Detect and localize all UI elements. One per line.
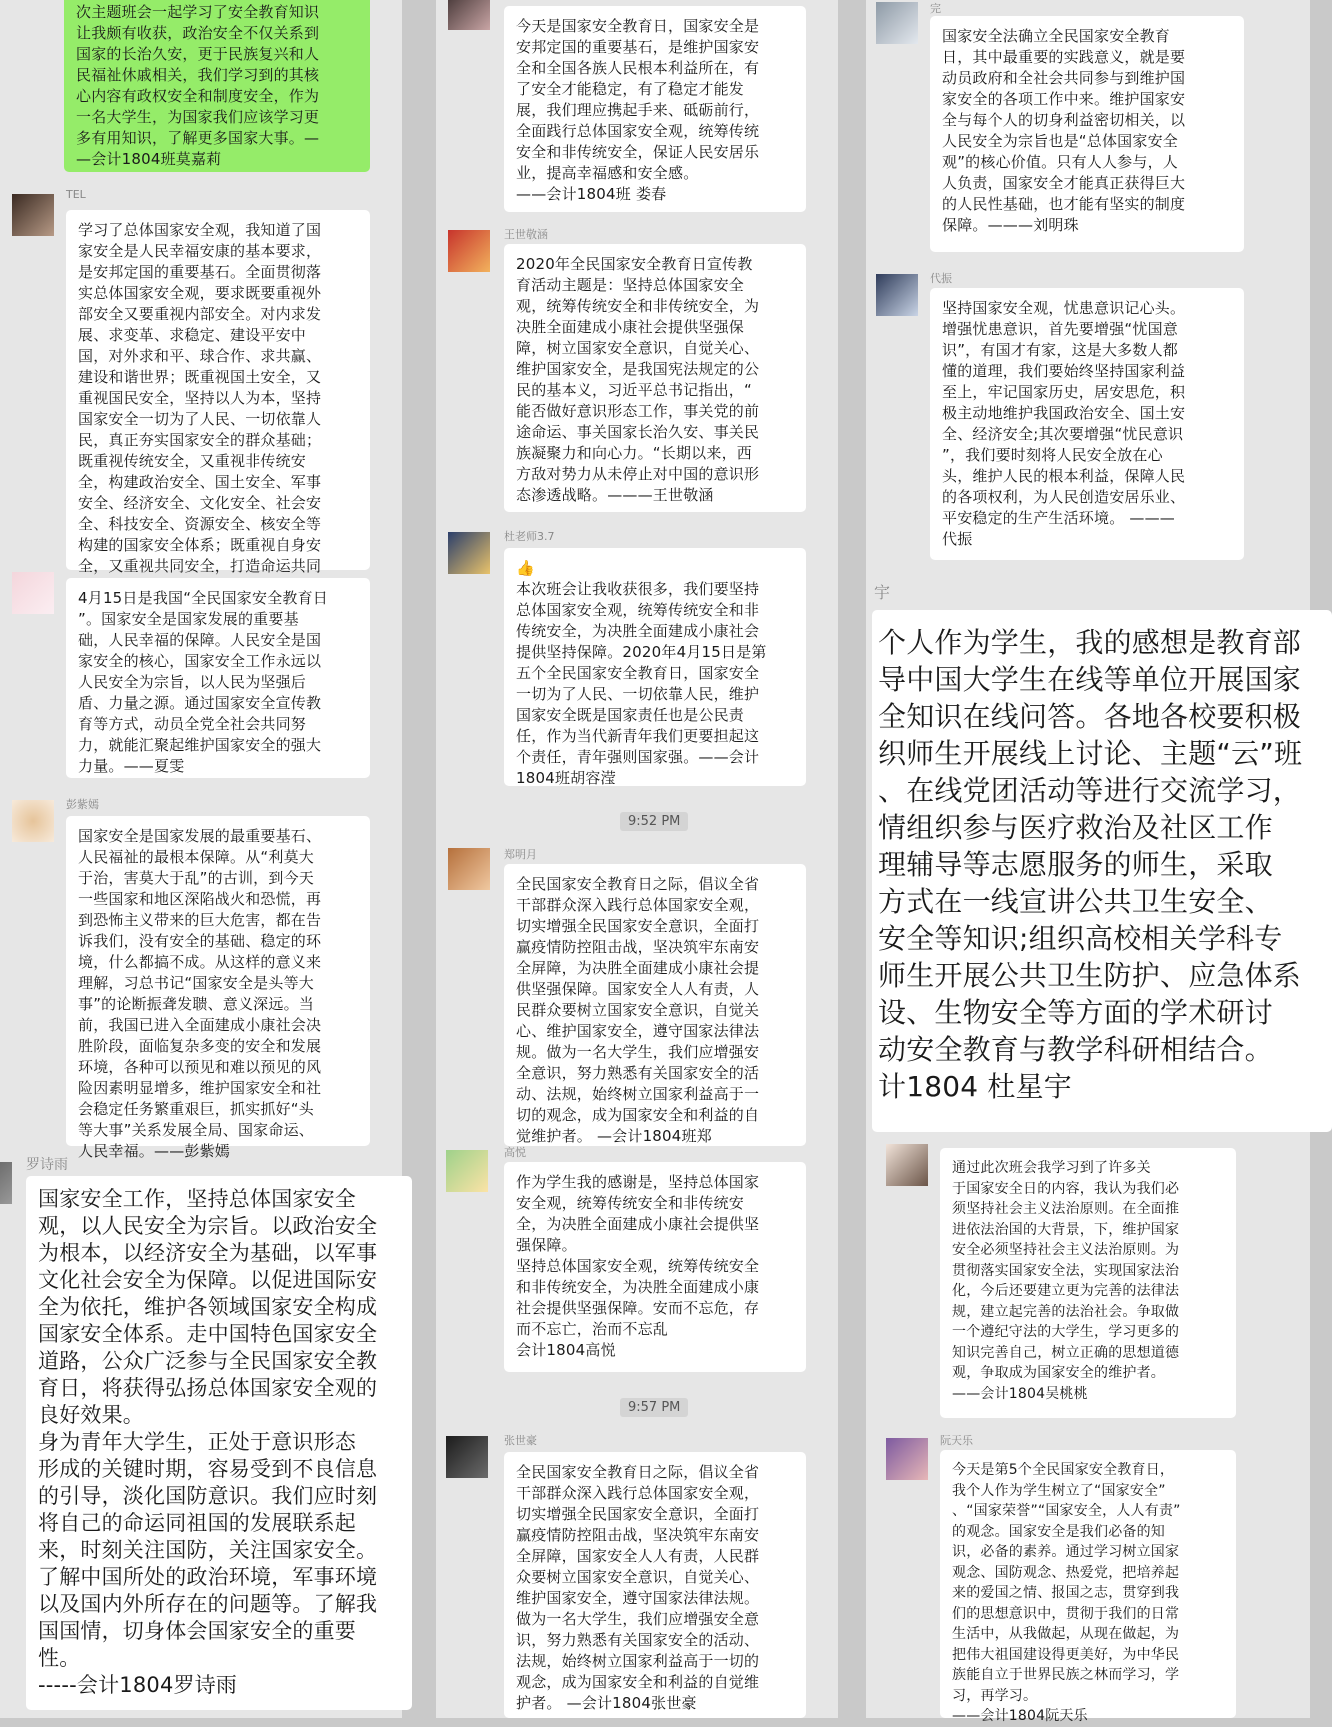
message-bubble[interactable]: 作为学生我的感谢是，坚持总体国家 安全观，统筹传统安全和非传统安 全，为决胜全面建成小康社会提供坚 强保障。 坚持总体国家安全观，统筹传统安全 和非传统安全，为决胜全面建成小康 社会提供坚强保障。安而不忘危，存 而不忘亡，治而不忘乱 会计1804高悦 xyxy=(504,1162,806,1372)
sender-name: 彭紫嫣 xyxy=(66,798,99,811)
message-bubble[interactable]: 全民国家安全教育日之际，倡议全省 干部群众深入践行总体国家安全观， 切实增强全民国家安全意识，全面打 赢疫情防控阻击战，坚决筑牢东南安 全屏障，国家安全人人有责，人民群 众要树立国家安全意识，自觉关心、 维护国家安全，遵守国家法律法规。 做为一名大学生，我们应增强安全意 识，努力熟悉有关国家安全的活动、 法规，始终树立国家利益高于一切的 观念，成为国家安全和利益的自觉维 护者。 —会计1804张世豪 xyxy=(504,1452,806,1718)
chat-column-2 xyxy=(436,0,838,1718)
avatar[interactable] xyxy=(448,0,490,30)
message-bubble[interactable]: 通过此次班会我学习到了许多关 于国家安全日的内容，我认为我们必 须坚持社会主义法治原则。在全面推 进依法治国的大背景，下，维护国家 安全必须坚持社会主义法治原则。为 贯彻落实国家安全法，实现国家法治 化，今后还要建立更为完善的法律法 规，建立起完善的法治社会。争取做 一个遵纪守法的大学生，学习更多的 知识完善自己，树立正确的思想道德 观，争取成为国家安全的维护者。 ——会计1804吴桃桃 xyxy=(940,1148,1236,1418)
avatar[interactable] xyxy=(12,194,54,236)
avatar[interactable] xyxy=(448,532,490,574)
message-bubble[interactable]: 👍 本次班会让我收获很多，我们要坚持 总体国家安全观，统筹传统安全和非 传统安全，为决胜全面建成小康社会 提供坚持保障。2020年4月15日是第 五个全民国家安全教育日，国家安全 一切为了人民、一切依靠人民，维护 国家安全既是国家责任也是公民责 任，作为当代新青年我们更要担起这 个责任，青年强则国家强。——会计 1804班胡容滢 xyxy=(504,548,806,786)
sender-name: 阮天乐 xyxy=(940,1434,973,1447)
avatar[interactable] xyxy=(448,230,490,272)
sender-name: 张世豪 xyxy=(504,1434,537,1447)
sender-name: 代振 xyxy=(930,272,952,285)
chat-column-1 xyxy=(0,0,402,1718)
avatar[interactable] xyxy=(446,1150,488,1192)
message-bubble[interactable]: 学习了总体国家安全观，我知道了国 家安全是人民幸福安康的基本要求， 是安邦定国的重要基石。全面贯彻落 实总体国家安全观，要求既要重视外 部安全又要重视内部安全。对内求发 展、求变革、求稳定、建设平安中 国，对外求和平、球合作、求共赢、 建设和谐世界；既重视国土安全，又 重视国民安全，坚持以人为本，坚持 国家安全一切为了人民、一切依靠人 民，真正夯实国家安全的群众基础； 既重视传统安全，又重视非传统安 全，构建政治安全、国土安全、军事 安全、经济安全、文化安全、社会安 全、科技安全、资源安全、核安全等 构建的国家安全体系；既重视自身安 全，又重视共同安全，打造命运共同 xyxy=(66,210,370,570)
message-bubble[interactable]: 坚持国家安全观，忧患意识记心头。 增强忧患意识，首先要增强“忧国意 识”，有国才有家，这是大多数人都 懂的道理，我们要始终坚持国家利益 至上，牢记国家历史，居安思危，积 极主动地维护我国政治安全、国土安 全、经济安全;其次要增强“忧民意识 ”，我们要时刻将人民安全放在心 头，维护人民的根本利益，保障人民 的各项权利，为人民创造安居乐业、 平安稳定的生产生活环境。 ——— 代振 xyxy=(930,288,1244,560)
message-bubble[interactable]: 国家安全工作，坚持总体国家安全 观，以人民安全为宗旨。以政治安全 为根本，以经济安全为基础，以军事 文化社会安全为保障。以促进国际安 全为依托，维护各领域国家安全构成 国家安全体系。走中国特色国家安全 道路，公众广泛参与全民国家安全教 育日，将获得弘扬总体国家安全观的 良好效果。 身为青年大学生，正处于意识形态 形成的关键时期，容易受到不良信息 的引导，淡化国防意识。我们应时刻 将自己的命运同祖国的发展联系起 来，时刻关注国防，关注国家安全。 了解中国所处的政治环境，军事环境 以及国内外所存在的问题等。了解我 国国情，切身体会国家安全的重要 性。 -----会计1804罗诗雨 xyxy=(26,1176,412,1710)
message-bubble[interactable]: 今天是国家安全教育日，国家安全是 安邦定国的重要基石，是维护国家安 全和全国各族人民根本利益所在，有 了安全才能稳定，有了稳定才能发 展，我们理应携起手来、砥砺前行， 全面践行总体国家安全观，统筹传统 安全和非传统安全，保证人民安居乐 业，提高幸福感和安全感。 ——会计1804班 娄春 xyxy=(504,6,806,212)
avatar[interactable] xyxy=(446,1436,488,1478)
message-bubble[interactable]: 全民国家安全教育日之际，倡议全省 干部群众深入践行总体国家安全观， 切实增强全民国家安全意识，全面打 赢疫情防控阻击战，坚决筑牢东南安 全屏障，为决胜全面建成小康社会提 供坚强保障。国家安全人人有责，人 民群众要树立国家安全意识，自觉关 心、维护国家安全，遵守国家法律法 规。做为一名大学生，我们应增强安 全意识，努力熟悉有关国家安全的活 动、法规，始终树立国家利益高于一 切的观念，成为国家安全和利益的自 觉维护者。 —会计1804班郑 xyxy=(504,864,806,1146)
sender-name: 宇 xyxy=(874,583,891,602)
sender-name: 完 xyxy=(930,2,941,15)
avatar[interactable] xyxy=(886,1144,928,1186)
avatar[interactable] xyxy=(0,1162,12,1204)
sender-name: 高悦 xyxy=(504,1146,526,1159)
avatar[interactable] xyxy=(12,800,54,842)
sender-name: 郑明月 xyxy=(504,848,537,861)
avatar[interactable] xyxy=(448,848,490,890)
avatar[interactable] xyxy=(12,572,54,614)
avatar[interactable] xyxy=(886,1438,928,1480)
message-bubble[interactable]: 2020年全民国家安全教育日宣传教 育活动主题是：坚持总体国家安全 观，统筹传统安全和非传统安全，为 决胜全面建成小康社会提供坚强保 障，树立国家安全意识，自觉关心、 维护国家安全，是我国宪法规定的公 民的基本义，习近平总书记指出，“ 能否做好意识形态工作，事关党的前 途命运、事关国家长治久安、事关民 族凝聚力和向心力。“长期以来，西 方敌对势力从未停止对中国的意识形 态渗透战略。———王世敬涵 xyxy=(504,244,806,512)
sender-name: 罗诗雨 xyxy=(26,1157,68,1173)
message-bubble[interactable]: 次主题班会一起学习了安全教育知识 让我颇有收获，政治安全不仅关系到 国家的长治久安，更于民族复兴和人 民福祉休戚相关，我们学习到的其核 心内容有政权安全和制度安全，作为 一名大学生，为国家我们应该学习更 多有用知识，了解更多国家大事。— —会计1804班莫嘉莉 xyxy=(64,0,370,172)
message-bubble[interactable]: 国家安全是国家发展的最重要基石、 人民福祉的最根本保障。从“利莫大 于治，害莫大于乱”的古训，到今天 一些国家和地区深陷战火和恐慌，再 到恐怖主义带来的巨大危害，都在告 诉我们，没有安全的基础、稳定的环 境，什么都搞不成。从这样的意义来 理解，习总书记“国家安全是头等大 事”的论断振聋发聩、意义深远。当 前，我国已进入全面建成小康社会决 胜阶段，面临复杂多变的安全和发展 环境，各种可以预见和难以预见的风 险因素明显增多，维护国家安全和社 会稳定任务繁重艰巨，抓实抓好“头 等大事”关系发展全局、国家命运、 人民幸福。——彭紫嫣 xyxy=(66,816,370,1146)
message-bubble[interactable]: 今天是第5个全民国家安全教育日， 我个人作为学生树立了“国家安全” 、“国家荣誉”“国家安全，人人有责” 的观念。国家安全是我们必备的知 识，必备的素养。通过学习树立国家 观念、国防观念、热爱党，把培养起 来的爱国之情、报国之志，贯穿到我 们的思想意识中，贯彻于我们的日常 生活中，从我做起，从现在做起，为 把伟大祖国建设得更美好，为中华民 族能自立于世界民族之林而学习，学 习，再学习。 ——会计1804阮天乐 xyxy=(940,1450,1236,1718)
sender-name: 杜老师3.7 xyxy=(504,530,555,543)
sender-name: 王世敬涵 xyxy=(504,228,548,241)
message-bubble[interactable]: 个人作为学生，我的感想是教育部 导中国大学生在线等单位开展国家 全知识在线问答。各地各校要积极 织师生开展线上讨论、主题“云”班 、在线党团活动等进行交流学习， 情组织参与医疗救治及社区工作 理辅导等志愿服务的师生，采取 方式在一线宣讲公共卫生安全、 安全等知识;组织高校相关学科专 师生开展公共卫生防护、应急体系 设、生物安全等方面的学术研讨 动安全教育与教学科研相结合。 计1804 杜星宇 xyxy=(872,610,1332,1132)
sender-name: TEL xyxy=(66,188,86,201)
chat-column-3 xyxy=(866,0,1310,1724)
message-bubble[interactable]: 国家安全法确立全民国家安全教育 日，其中最重要的实践意义，就是要 动员政府和全社会共同参与到维护国 家安全的各项工作中来。维护国家安 全与每个人的切身利益密切相关，以 人民安全为宗旨也是“总体国家安全 观”的核心价值。只有人人参与，人 人负责，国家安全才能真正获得巨大 的人民性基础，也才能有坚实的制度 保障。———刘明珠 xyxy=(930,16,1244,252)
avatar[interactable] xyxy=(876,274,918,316)
timestamp: 9:57 PM xyxy=(620,1398,688,1417)
message-bubble[interactable]: 4月15日是我国“全民国家安全教育日 ”。国家安全是国家发展的重要基 础，人民幸福的保障。人民安全是国 家安全的核心，国家安全工作永远以 人民安全为宗旨，以人民为坚强后 盾、力量之源。通过国家安全宣传教 育等方式，动员全党全社会共同努 力，就能汇聚起维护国家安全的强大 力量。——夏雯 xyxy=(66,578,370,778)
timestamp: 9:52 PM xyxy=(620,812,688,831)
avatar[interactable] xyxy=(876,2,918,44)
